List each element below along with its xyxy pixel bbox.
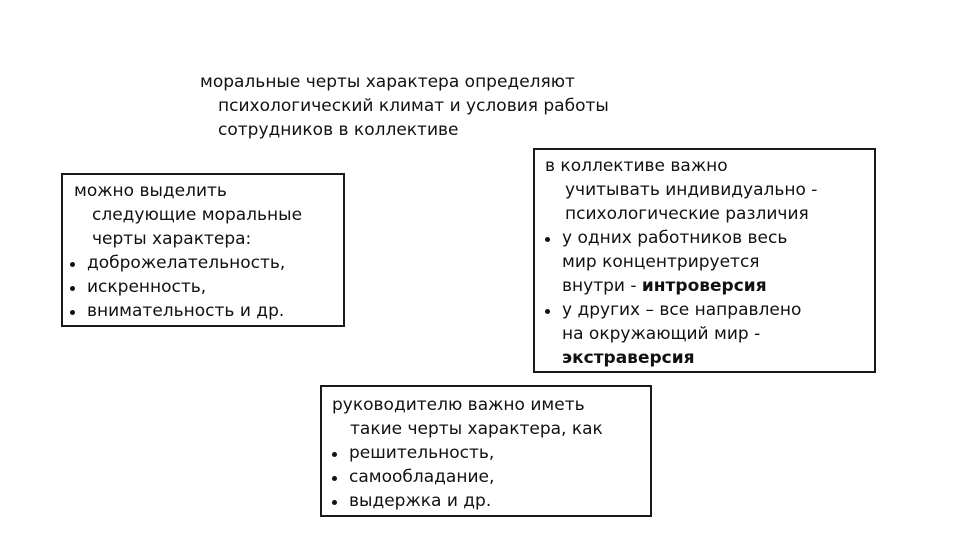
term-introversion: интроверсия (641, 276, 767, 296)
moral-traits-box (61, 173, 345, 327)
list-item-text: самообладание, (349, 467, 495, 487)
individual-differences-box (533, 148, 876, 373)
heading-line: психологический климат и условия работы (218, 96, 609, 116)
bullet-icon (545, 309, 550, 314)
list-item-text: искренность, (87, 277, 207, 297)
list-item (70, 299, 343, 323)
bullet-icon (332, 452, 337, 457)
list-item-line (562, 274, 787, 298)
list-item-line: у одних работников весь (562, 228, 788, 248)
box-intro-line: в коллективе важно (545, 156, 728, 176)
box-intro-line: учитывать индивидуально - (565, 180, 818, 200)
box-intro-line: руководителю важно иметь (332, 395, 585, 415)
box-intro-line: можно выделить (74, 181, 227, 201)
list-item (332, 441, 650, 465)
list-item-text (562, 226, 787, 298)
bullet-icon (332, 476, 337, 481)
list-item-text: выдержка и др. (349, 491, 492, 511)
box-intro-line: психологические различия (565, 204, 809, 224)
bullet-icon (332, 500, 337, 505)
heading-line: сотрудников в коллективе (218, 120, 459, 140)
list-item (332, 489, 650, 513)
bullet-icon (70, 286, 75, 291)
list-item-text: решительность, (349, 443, 495, 463)
list-item-text: доброжелательность, (87, 253, 286, 273)
text-plain: внутри - (562, 276, 642, 296)
list-item-line: у других – все направлено (562, 300, 802, 320)
list-item (70, 251, 343, 275)
heading-text (200, 70, 609, 142)
bullet-icon (70, 310, 75, 315)
list-item (545, 298, 874, 370)
heading-line: моральные черты характера определяют (200, 72, 575, 92)
bullet-icon (70, 262, 75, 267)
box-intro-line: следующие моральные (92, 205, 303, 225)
list-item-text (562, 298, 801, 370)
bullet-icon (545, 237, 550, 242)
box-intro-line: такие черты характера, как (350, 419, 603, 439)
term-extraversion: экстраверсия (562, 348, 695, 368)
list-item (332, 465, 650, 489)
box-intro-line: черты характера: (92, 229, 252, 249)
list-item (70, 275, 343, 299)
list-item-line: на окружающий мир - (562, 324, 761, 344)
list-item-text: внимательность и др. (87, 301, 285, 321)
manager-traits-box (320, 385, 652, 517)
list-item-line: мир концентрируется (562, 252, 760, 272)
list-item (545, 226, 874, 298)
